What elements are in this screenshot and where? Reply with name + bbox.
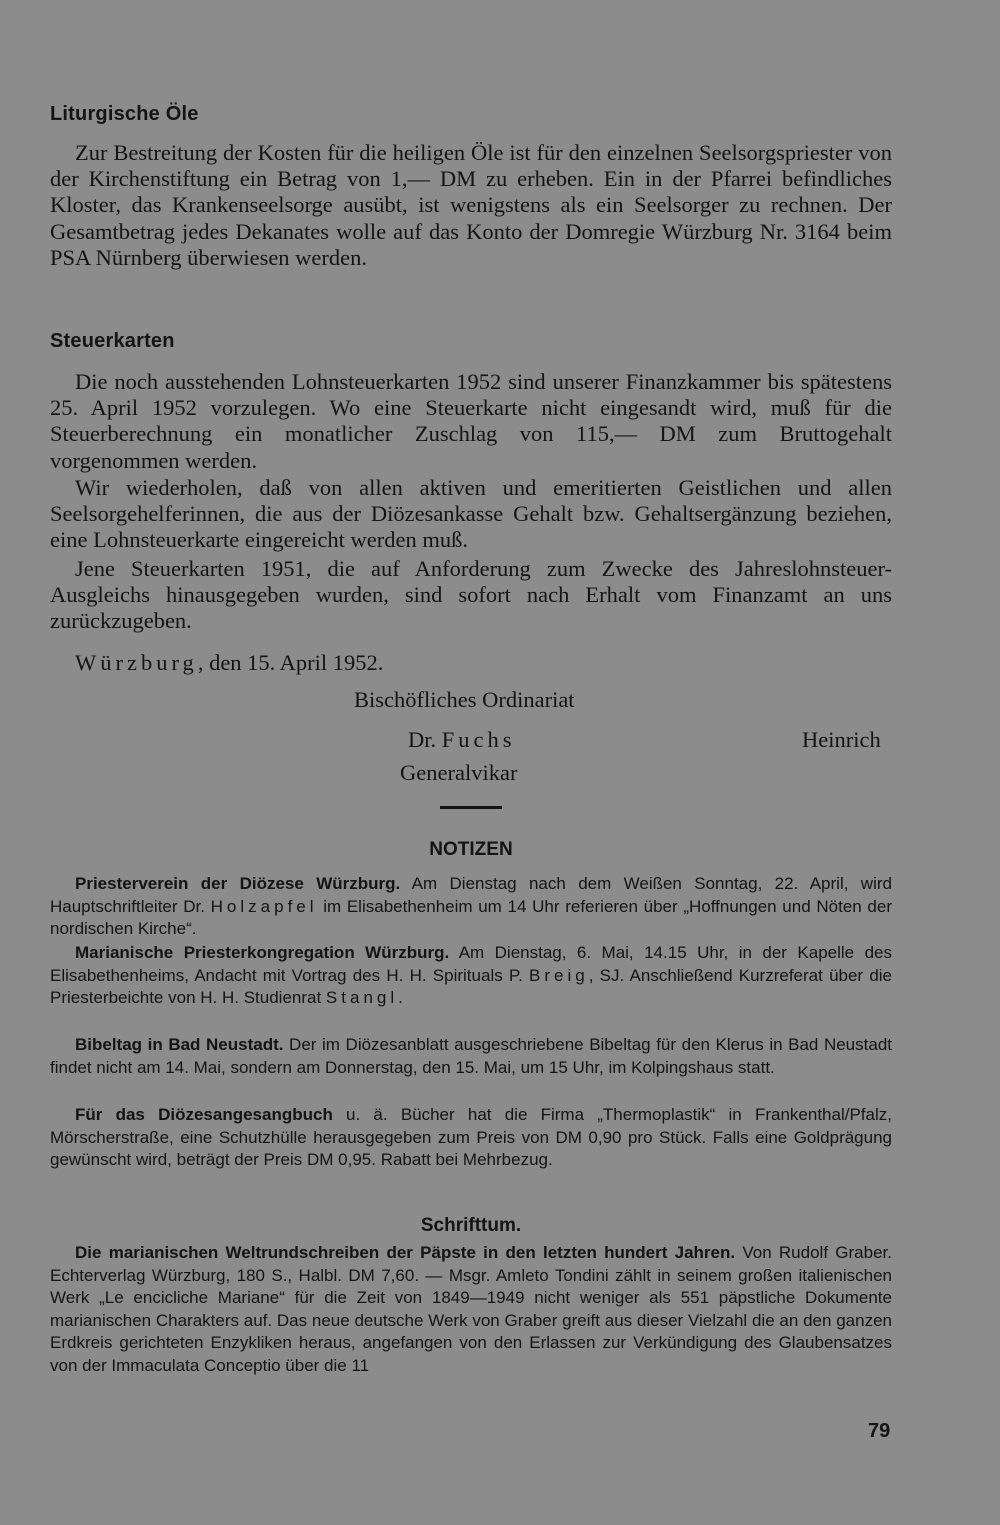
schrifttum-review — [50, 1242, 892, 1378]
notiz-item-gesangbuch — [50, 1104, 892, 1172]
notiz-spaced-name: Breig — [529, 965, 589, 985]
signature-date: , den 15. April 1952. — [197, 650, 384, 675]
notiz-text: u. ä. Bücher hat die Firma „Thermoplastik“ in Frankenthal/Pfalz, Mörscherstraße, eine Schutzhülle herausgegeben zum Preis von DM 0,90 pro Stück. Falls eine Goldprägung gewünscht wird, beträgt der Preis DM 0,95. Rabatt bei Mehrbezug. — [50, 1105, 892, 1170]
signature-name: Fuchs — [441, 727, 516, 752]
notiz-text: Der im Diözesanblatt ausgeschriebene Bibeltag für den Klerus in Bad Neustadt findet nicht am 14. Mai, sondern am Donnerstag, den 15. Mai, um 15 Uhr, im Kolpingshaus statt. — [50, 1035, 892, 1077]
paragraph-steuer-3: Jene Steuerkarten 1951, die auf Anforderung zum Zwecke des Jahreslohnsteuer-Ausgleichs hinausgegeben wurden, sind sofort nach Erhalt vom Finanzamt an uns zurückzugeben. — [50, 556, 892, 634]
page-number: 79 — [868, 1420, 891, 1442]
notiz-lead: Priesterverein der Diözese Würzburg. — [75, 874, 401, 893]
notiz-lead: Marianische Priesterkongregation Würzburg. — [75, 943, 450, 962]
signature-place-date — [75, 650, 383, 676]
notiz-lead: Für das Diözesangesangbuch — [75, 1105, 333, 1124]
section-divider — [440, 806, 502, 809]
notiz-text: Am Dienstag, 6. Mai, 14.15 Uhr, in der Kapelle des Elisabethenheims, Andacht mit Vortrag des H. H. Spirituals P. — [50, 943, 892, 985]
notiz-text: Am Dienstag nach dem Weißen Sonntag, 22. April, wird Hauptschriftleiter Dr. — [50, 874, 892, 916]
paragraph-steuer-1: Die noch ausstehenden Lohnsteuerkarten 1952 sind unserer Finanzkammer bis spätestens 25. April 1952 vorzulegen. Wo eine Steuerkarte nicht eingesandt wird, muß für die Steuerberechnung ein monatlicher Zuschlag von 115,— DM zum Bruttogehalt vorgenommen werden. — [50, 369, 892, 473]
notiz-lead: Bibeltag in Bad Neustadt. — [75, 1035, 284, 1054]
signature-right-name: Heinrich — [802, 727, 881, 752]
notiz-item-marianische — [50, 942, 892, 1010]
notiz-spaced-name: Holzapfel — [210, 896, 318, 916]
notiz-text: . — [398, 988, 403, 1008]
notiz-item-bibeltag — [50, 1034, 892, 1079]
schrifttum-heading: Schrifttum. — [420, 1215, 522, 1236]
section-heading-liturgische-oele: Liturgische Öle — [50, 103, 199, 125]
paragraph-steuer-2: Wir wiederholen, daß von allen aktiven und emeritierten Geistlichen und allen Seelsorgehelferinnen, die aus der Diözesankasse Gehalt bzw. Gehaltsergänzung beziehen, eine Lohnsteuerkarte eingereicht werden muß. — [50, 475, 892, 553]
paragraph-oele: Zur Bestreitung der Kosten für die heiligen Öle ist für den einzelnen Seelsorgspriester von der Kirchenstiftung ein Betrag von 1,— DM zu erheben. Ein in der Pfarrei befindliches Kloster, das Krankenseelsorge ausübt, ist wenigstens als ein Seelsorger zu rechnen. Der Gesamtbetrag jedes Dekanates wolle auf das Konto der Domregie Würzburg Nr. 3164 beim PSA Nürnberg überwiesen werden. — [50, 140, 892, 270]
schrifttum-text: Von Rudolf Graber. Echterverlag Würzburg, 180 S., Halbl. DM 7,60. — Msgr. Amleto Tondini zählt in seinem großen italienischen Werk „Le encicliche Mariane“ für die Zeit von 1849—1949 nicht weniger als 551 päpstliche Dokumente marianischen Charakters auf. Das neue deutsche Werk von Graber greift aus dieser Vielzahl die an den ganzen Erdkreis gerichteten Enzykliken heraus, angefangen von den Erlassen zur Verkündigung des Glaubensatzes von der Immaculata Conceptio über die 11 — [50, 1243, 892, 1375]
notiz-text: im Elisabethenheim um 14 Uhr referieren über „Hoffnungen und Nöten der nordischen Kirche“. — [50, 896, 892, 939]
schrifttum-lead: Die marianischen Weltrundschreiben der Päpste in den letzten hundert Jahren. — [75, 1243, 736, 1262]
signature-place: Würzburg — [75, 650, 198, 675]
signature-name-line — [408, 727, 516, 753]
notiz-spaced-name: Stangl — [325, 988, 399, 1008]
document-page — [50, 0, 892, 1525]
signature-office: Bischöfliches Ordinariat — [354, 687, 575, 712]
notizen-heading: NOTIZEN — [429, 839, 513, 860]
signature-title-prefix: Dr. — [408, 727, 437, 752]
notiz-text: , SJ. Anschließend Kurzreferat über die Priesterbeichte von H. H. Studienrat — [50, 965, 892, 1008]
notiz-item-priesterverein — [50, 873, 892, 941]
signature-role: Generalvikar — [400, 760, 518, 785]
section-heading-steuerkarten: Steuerkarten — [50, 330, 175, 352]
